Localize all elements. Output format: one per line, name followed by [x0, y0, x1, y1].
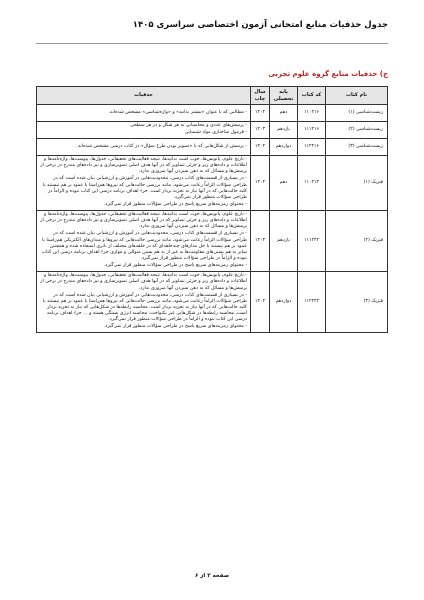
omissions-cell	[37, 139, 251, 156]
omission-item: - در بسیاری از قسمت‌های کتاب درسی، محدودیت‌هایی در آموزش و ارزشیابی بیان شده است که در طراحی سؤالات الزاماً رعایت می‌شود، مانند بررسی حالت‌هایی که نیروها هم‌راستا یا عمود بر هم نیستند یا کلیه حالت‌هایی که در آنها نیاز به تجزیه بردار است. جزء اهداف برنامه درسی این کتاب نبوده و الزاماً در طراحی سؤالات منظور قرار نمی‌گیرد.	[42, 176, 247, 201]
omission-item: - تاریخ علوم، پانویس‌ها، خوب است بدانید‌ها، نتیجه فعالیت‌های تحقیقاتی، جدول‌ها، پیوست‌ها، واژه‌نامه‌ها و اطلاعات و داده‌های ریز و جزئی تصاویر که در آنها هدف اصلی تصویرسازی و نیز داده‌های مندرج در برخی از پرسش‌ها و مسائل که به ذهن سپردن آنها ضروری ندارد.	[40, 273, 247, 291]
book-code-cell: ۱۱۲۲۴۴	[298, 272, 326, 333]
book-name-cell: زیست‌شناسی (۱)	[326, 105, 388, 122]
table-row	[37, 122, 388, 139]
omissions-cell	[37, 105, 251, 122]
omission-item: - مطالبی که با عنوان «بیشتر بدانید» و «واژه‌شناسی» مشخص شده‌اند.	[108, 109, 247, 115]
book-code-cell: ۱۱۰۲۱۴	[298, 156, 326, 211]
table-row	[37, 105, 388, 122]
print-year-cell: ۱۴۰۲	[251, 105, 270, 122]
header-book-name: نام کتاب	[326, 87, 388, 105]
table-row	[37, 139, 388, 156]
book-code-cell: ۱۱۰۲۱۶	[298, 105, 326, 122]
grade-cell: دوازدهم	[270, 272, 298, 333]
header-grade: پایه تحصیلی	[270, 87, 298, 105]
omission-item: - محتوای رمزینه‌های سریع پاسخ در طراحی سؤالات منظور قرار نمی‌گیرد.	[103, 202, 247, 208]
print-year-cell: ۱۴۰۴	[251, 272, 270, 333]
book-code-cell: ۱۱۱۲۴۴	[298, 211, 326, 272]
omission-item: - فرمول ساختاری مواد شیمیایی	[184, 130, 247, 135]
print-year-cell: ۱۴۰۳	[251, 211, 270, 272]
table-body	[37, 105, 388, 333]
omission-item: - محتوای رمزینه‌های سریع پاسخ در طراحی سؤالات منظور قرار نمی‌گیرد.	[103, 263, 247, 269]
grade-cell: یازدهم	[270, 211, 298, 272]
omission-item: - در بسیاری از قسمت‌های کتاب درسی، محدودیت‌هایی در آموزش و ارزشیابی بیان شده است که در طراحی سؤالات الزاماً رعایت می‌شود، مانند بررسی حالت‌هایی که نیروها و میدان‌های الکتریکی هم‌راستا یا عمود بر هم نیستند یا حل مدارهای چندحلقه‌ای که در حلقه‌های مختلف از باتری استفاده شده و همچنین سایر به هم بستن‌های مقاومت‌ها به غیر از به هم بستن متوالی و موازی جزء اهداف برنامه درسی این کتاب نبوده و الزاماً در طراحی سؤالات منظور قرار نمی‌گیرد.	[41, 231, 247, 262]
book-code-cell: ۱۱۲۲۱۶	[298, 139, 326, 156]
omissions-cell	[37, 272, 251, 333]
book-name-cell: زیست‌شناسی (۲)	[326, 122, 388, 139]
print-year-cell: ۱۴۰۳	[251, 122, 270, 139]
book-name-cell: فیزیک (۲)	[326, 211, 388, 272]
omissions-table	[36, 86, 388, 333]
grade-cell: دوازدهم	[270, 139, 298, 156]
page-title: جدول حذفیات منابع امتحانی آزمون اختصاصی سراسری ۱۴۰۵	[132, 20, 388, 30]
table-row	[37, 272, 388, 333]
omission-item: - تاریخ علوم، پانویس‌ها، خوب است بدانید‌ها، نتیجه فعالیت‌های تحقیقاتی، جدول‌ها، پیوست‌ها، واژه‌نامه‌ها و اطلاعات و داده‌های ریز و جزئی تصاویر که در آنها هدف اصلی تصویرسازی و نیز داده‌های مندرج در برخی از پرسش‌ها و مسائل که به ذهن سپردن آنها ضروری ندارد.	[40, 157, 247, 175]
omission-item: - محتوای رمزینه‌های سریع پاسخ در طراحی سؤالات منظور قرار نمی‌گیرد.	[103, 324, 247, 330]
book-name-cell: فیزیک (۱)	[326, 156, 388, 211]
table-row	[37, 211, 388, 272]
book-code-cell: ۱۱۱۲۱۶	[298, 122, 326, 139]
header-book-code: کد کتاب	[298, 87, 326, 105]
print-year-cell: ۱۴۰۴	[251, 139, 270, 156]
grade-cell: یازدهم	[270, 122, 298, 139]
header-print-year: سال چاپ	[251, 87, 270, 105]
header-omissions: حذفیات	[37, 87, 251, 105]
omissions-cell	[37, 156, 251, 211]
omissions-cell	[37, 211, 251, 272]
omission-item: - پرسش از شکل‌هایی که با «تصویر بودن طرح سؤال» در کتاب درسی مشخص شده‌اند.	[76, 143, 247, 149]
omission-item: - تاریخ علوم، پانویس‌ها، خوب است بدانید‌ها، نتیجه فعالیت‌های تحقیقاتی، جدول‌ها، پیوست‌ها، واژه‌نامه‌ها و اطلاعات و داده‌های ریز و جزئی تصاویر که در آنها هدف اصلی تصویرسازی و نیز داده‌های مندرج در برخی از پرسش‌ها و مسائل که به ذهن سپردن آنها ضروری ندارد.	[40, 212, 247, 230]
table-header-row	[37, 87, 388, 105]
page-number: صفحه ۳ از ۶	[194, 573, 230, 579]
book-name-cell: فیزیک (۳)	[326, 272, 388, 333]
table-row	[37, 156, 388, 211]
omission-item: - پرسش‌های عددی و محاسباتی به هر شکل و در هر سطحی	[130, 123, 247, 128]
omission-item: - در بسیاری از قسمت‌های کتاب درسی، محدودیت‌هایی در آموزش و ارزشیابی بیان شده است که در طراحی سؤالات الزاماً رعایت می‌شود، مانند بررسی حالت‌هایی که نیروها هم‌راستا یا عمود بر هم نیستند یا کلیه حالت‌هایی که در آنها نیاز به تجزیه بردار است. محاسبه رابطه‌ها در شکل‌هایی که نیاز به تجزیه بردار است، محاسبه رابطه‌ها در شکل‌هایی غیر یکنواخت، محاسبه انرژی بستگی هسته و ... جزء اهداف برنامه درسی این کتاب نبوده و الزاماً در طراحی سؤالات منظور قرار نمی‌گیرد.	[42, 292, 247, 323]
grade-cell: دهم	[270, 156, 298, 211]
print-year-cell: ۱۴۰۲	[251, 156, 270, 211]
section-title: ج) حذفیات منابع گروه علوم تجربی	[268, 70, 388, 78]
title-divider	[36, 43, 388, 44]
omissions-cell	[37, 122, 251, 139]
book-name-cell: زیست‌شناسی (۳)	[326, 139, 388, 156]
grade-cell: دهم	[270, 105, 298, 122]
